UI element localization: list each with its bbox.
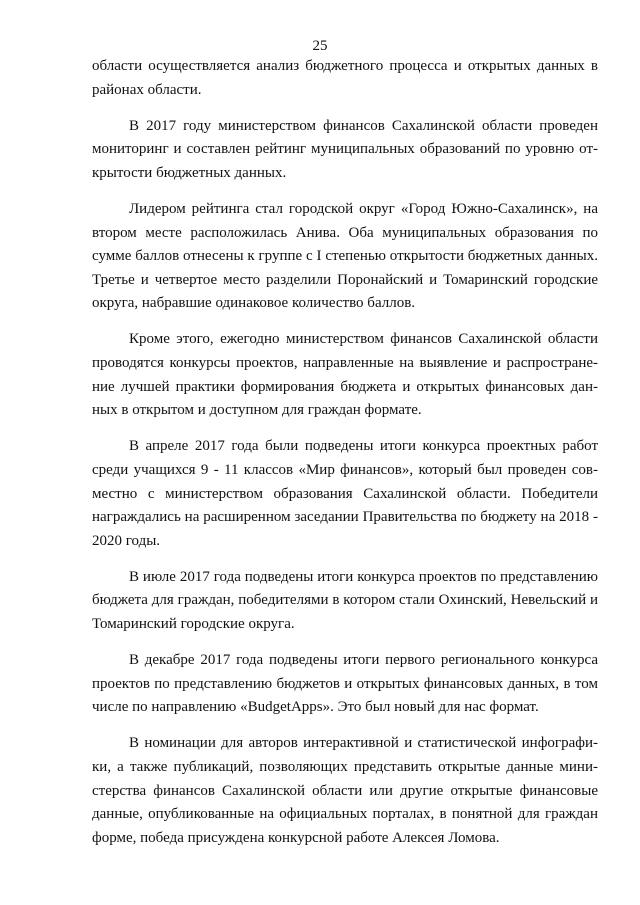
paragraph-2: В 2017 году министерством финансов Сахалинской области проведен мониторинг и составлен рейтинг муниципальных образований по уровню открытости бюджетных данных. [92, 117, 598, 181]
paragraph-3: Лидером рейтинга стал городской округ «Город Южно-Сахалинск», на втором месте расположилась Анива. Оба муниципальных образования по сумме баллов отнесены к группе с I степенью открытости бюджетных данных. Третье и четвертое место разделили Поронайский и Томаринский городские округа, набравшие одинаковое количество баллов. [92, 200, 598, 312]
paragraph-1: области осуществляется анализ бюджетного процесса и открытых данных в районах области. [92, 58, 598, 98]
document-body [92, 55, 598, 850]
paragraph-4: Кроме этого, ежегодно министерством финансов Сахалинской области проводятся конкурсы проектов, направленные на выявление и распространение лучшей практики формирования бюджета и открытых финансовых данных в открытом и доступном для граждан формате. [92, 331, 598, 419]
paragraph-8: В номинации для авторов интерактивной и статистической инфографики, а также публикаций, позволяющих представить открытые данные министерства финансов Сахалинской области или другие открытые финансовые данные, опубликованные на официальных порталах, в понятной для граждан форме, победа присуждена конкурсной работе Алексея Ломова. [92, 735, 598, 846]
paragraph-7: В декабре 2017 года подведены итоги первого регионального конкурса проектов по представлению бюджетов и открытых финансовых данных, в том числе по направлению «BudgetApps». Это был новый для нас формат. [92, 652, 598, 716]
paragraph-6: В июле 2017 года подведены итоги конкурса проектов по представлению бюджета для граждан, победителями в котором стали Охинский, Невельский и Томаринский городские округа. [92, 568, 598, 632]
page-number: 25 [312, 38, 328, 54]
paragraph-5: В апреле 2017 года были подведены итоги конкурса проектных работ среди учащихся 9 - 11 классов «Мир финансов», который был проведен совместно с министерством образования Сахалинской области. Победители награждались на расширенном заседании Правительства по бюджету на 2018 - 2020 годы. [92, 438, 598, 549]
